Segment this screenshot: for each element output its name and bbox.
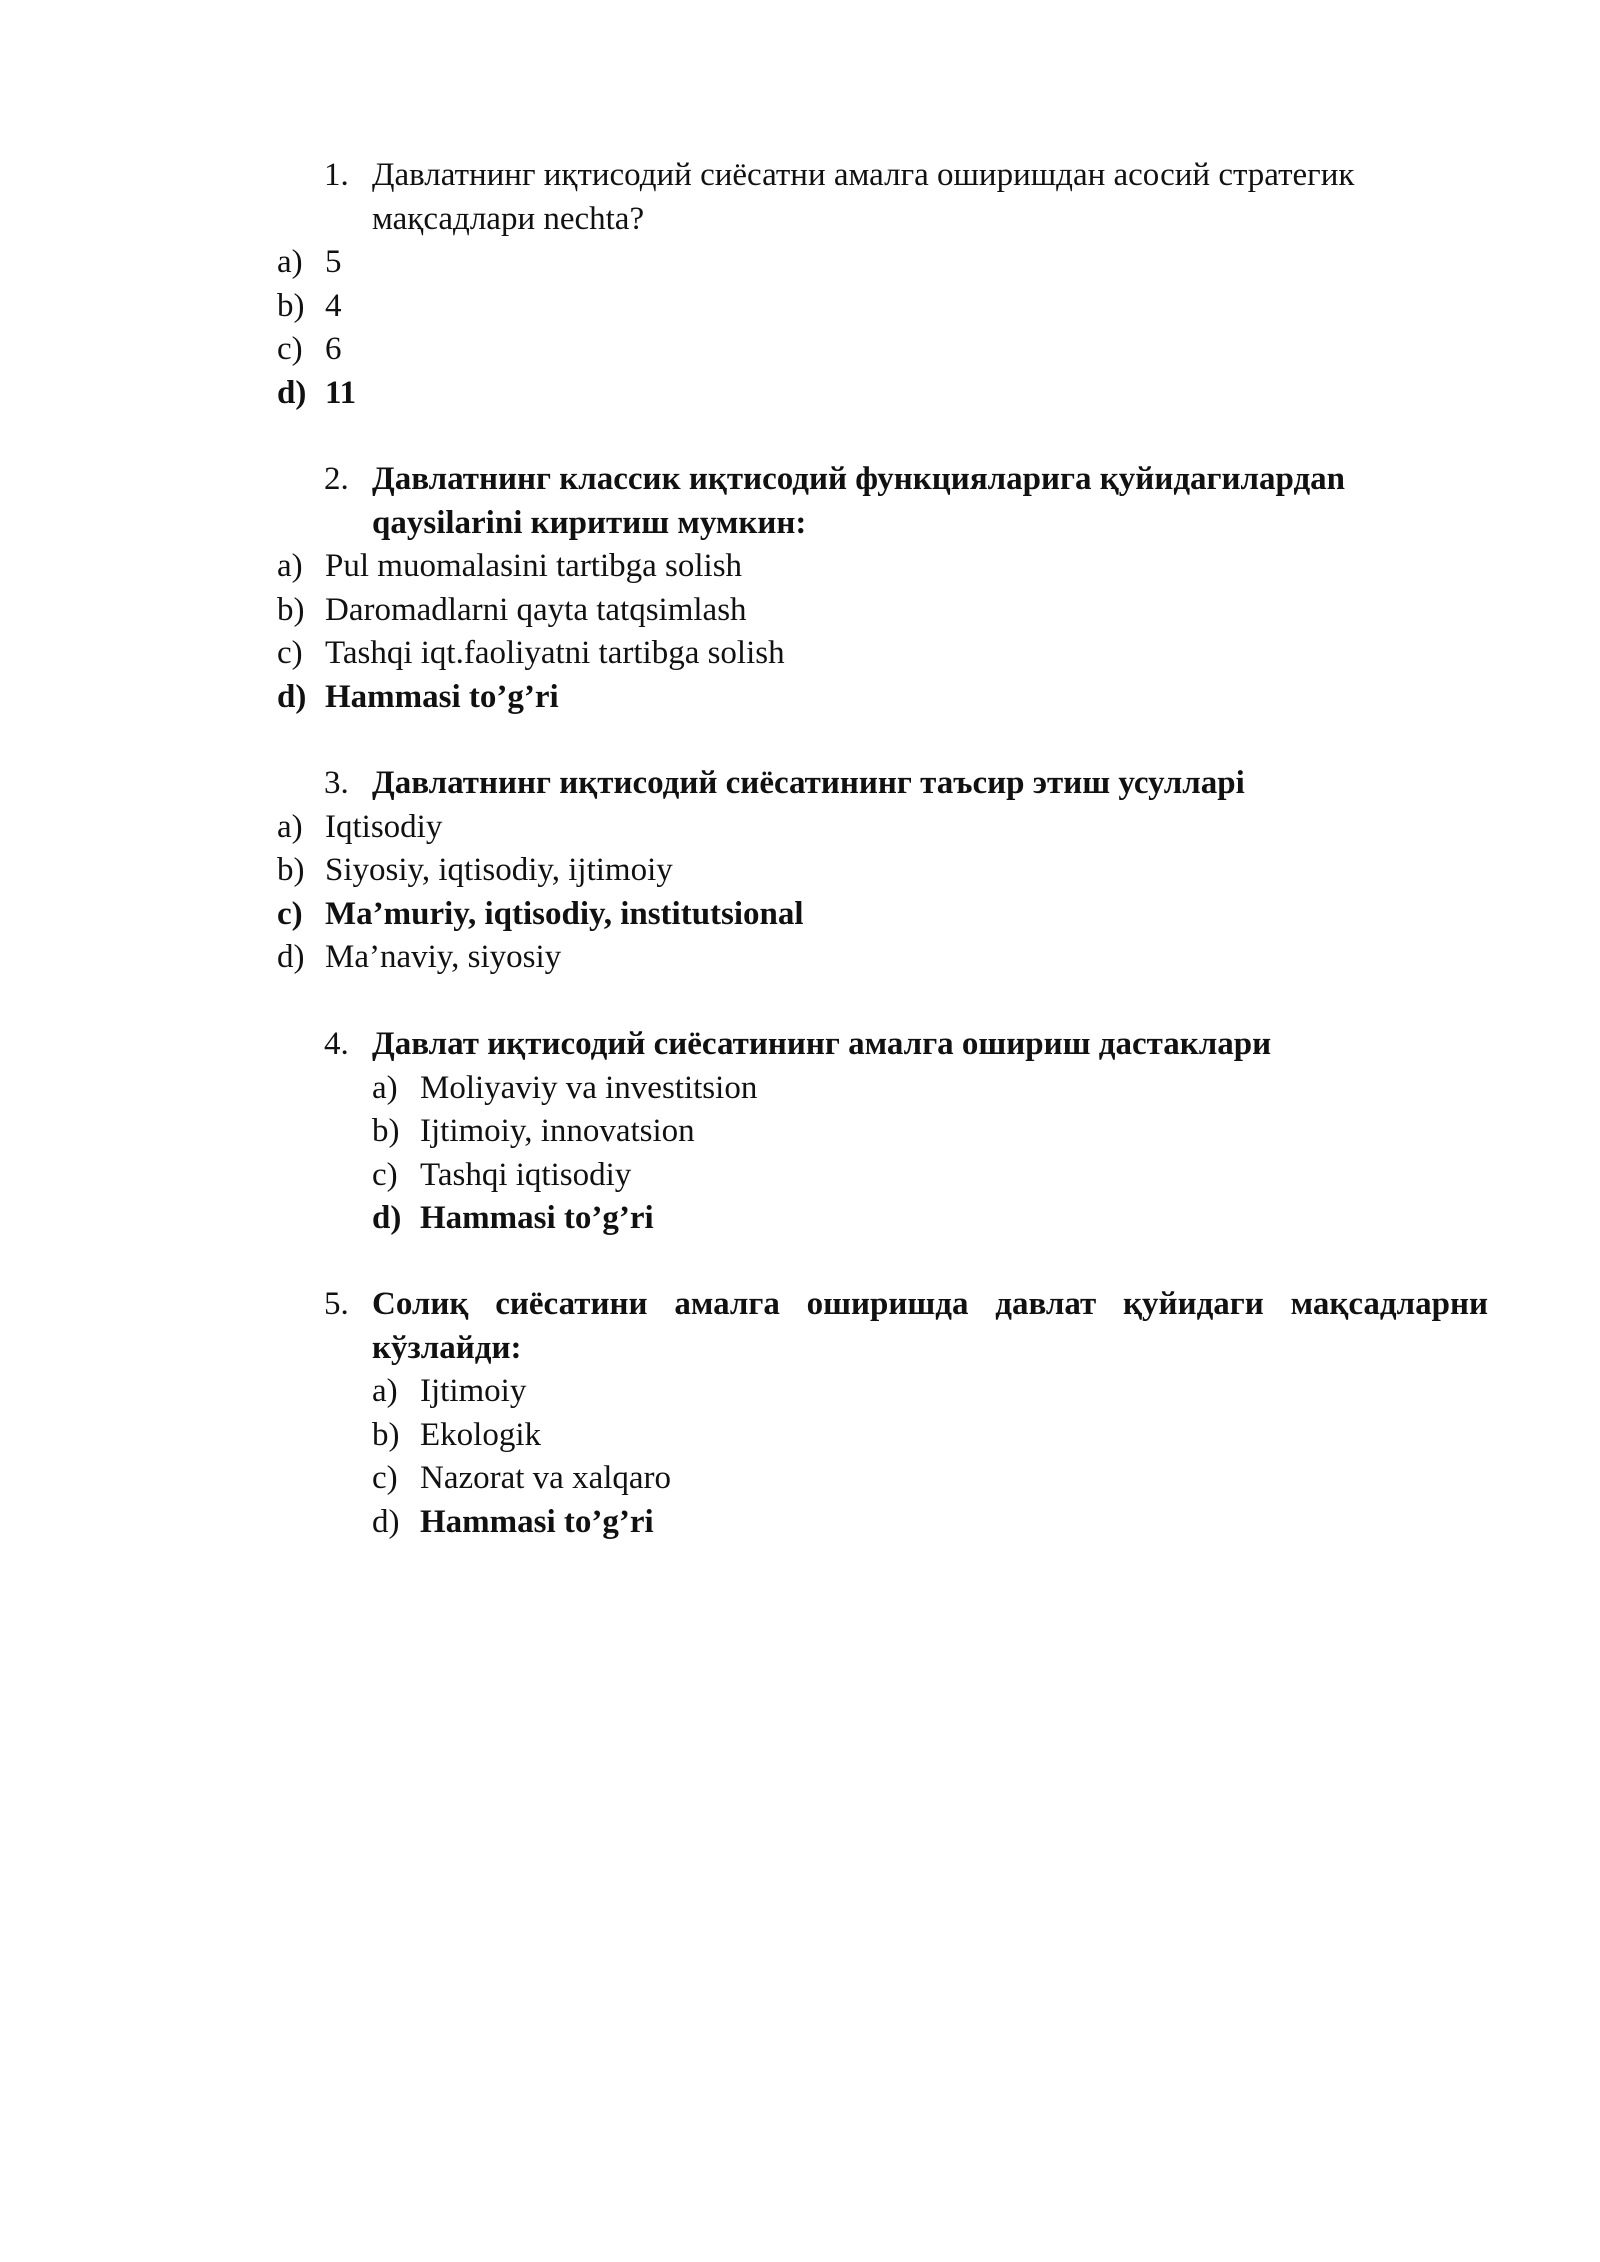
- option-text: Ijtimoiy: [420, 1373, 527, 1409]
- option-letter: b): [277, 852, 305, 888]
- option-text: Tashqi iqtisodiy: [420, 1156, 632, 1193]
- question-text: Давлатнинг иқтисодий сиёсатни амалга оширишдан асосий стратегик мақсадлари nechta?: [372, 157, 1355, 237]
- answer-option: [0, 545, 1600, 589]
- answer-option: [0, 1457, 1600, 1501]
- question-number: 3.: [324, 765, 349, 801]
- question-number: 4.: [324, 1026, 349, 1062]
- option-text: Ma’muriy, iqtisodiy, institutsional: [325, 895, 804, 932]
- option-text: Hammasi to’g’ri: [420, 1503, 654, 1540]
- answer-option: [0, 1414, 1600, 1458]
- question-1: [0, 154, 1600, 415]
- question-number: 1.: [324, 157, 349, 193]
- answer-option: [0, 589, 1600, 633]
- option-text: Ma’naviy, siyosiy: [325, 939, 562, 975]
- answer-option: [0, 1154, 1600, 1198]
- option-text: 11: [325, 374, 357, 411]
- option-letter: d): [277, 939, 305, 975]
- question-2: [0, 458, 1600, 719]
- option-text: Ijtimoiy, innovatsion: [420, 1113, 695, 1149]
- option-letter: d): [372, 1503, 400, 1540]
- answer-option: [0, 806, 1600, 850]
- option-letter: b): [277, 287, 305, 324]
- option-text: Hammasi to’g’ri: [325, 678, 559, 715]
- option-letter: d): [277, 678, 307, 715]
- answer-option: [0, 936, 1600, 980]
- option-text: Nazorat va xalqaro: [420, 1460, 672, 1496]
- question-number: 5.: [324, 1286, 349, 1322]
- question-text: Давлат иқтисодий сиёсатининг амалга ошириш дастаклари: [372, 1026, 1272, 1062]
- answer-option: [0, 1067, 1600, 1111]
- option-text: Moliyaviy va investitsion: [420, 1069, 758, 1106]
- option-letter: a): [372, 1069, 398, 1106]
- answer-option: [0, 328, 1600, 372]
- option-letter: a): [372, 1373, 398, 1409]
- option-letter: b): [372, 1113, 400, 1149]
- option-letter: b): [277, 591, 305, 628]
- option-text: Siyosiy, iqtisodiy, ijtimoiy: [325, 852, 673, 888]
- question-text: Давлатнинг иқтисодий сиёсатининг таъсир этиш усулларі: [372, 765, 1245, 801]
- option-text: Pul muomalasini tartibga solish: [325, 548, 743, 584]
- option-letter: b): [372, 1416, 400, 1453]
- option-text: 5: [325, 244, 342, 280]
- correct-answer-option: [0, 893, 1600, 937]
- correct-answer-option: [0, 1197, 1600, 1241]
- option-text: Iqtisodiy: [325, 808, 443, 845]
- option-text: Tashqi iqt.faoliyatni tartibga solish: [325, 635, 785, 671]
- correct-answer-option: [0, 372, 1600, 416]
- option-letter: c): [277, 635, 303, 671]
- option-letter: c): [277, 331, 303, 367]
- question-5: [0, 1283, 1600, 1544]
- option-letter: c): [372, 1156, 398, 1193]
- option-text: Hammasi to’g’ri: [420, 1200, 654, 1236]
- correct-answer-option: [0, 676, 1600, 720]
- option-letter: a): [277, 808, 303, 845]
- question-4: [0, 1023, 1600, 1241]
- answer-option: [0, 1110, 1600, 1154]
- answer-option: [0, 241, 1600, 285]
- option-letter: d): [277, 374, 307, 411]
- question-3: [0, 762, 1600, 980]
- question-number: 2.: [324, 461, 349, 497]
- option-letter: a): [277, 548, 303, 584]
- answer-option: [0, 1370, 1600, 1414]
- option-letter: c): [372, 1460, 398, 1496]
- option-text: Ekologik: [420, 1416, 541, 1453]
- question-text: Давлатнинг классик иқтисодий функцияларига қуйидагилардan qaysilarini киритиш мумкин:: [372, 461, 1346, 541]
- option-letter: a): [277, 244, 303, 280]
- option-text: 6: [325, 331, 342, 367]
- answer-option: [0, 632, 1600, 676]
- option-letter: c): [277, 895, 303, 932]
- option-text: 4: [325, 287, 342, 324]
- option-text: Daromadlarni qayta tatqsimlash: [325, 591, 747, 628]
- answer-option: [0, 285, 1600, 329]
- correct-answer-option: [0, 1501, 1600, 1545]
- question-text: Солиқ сиёсатини амалга оширишда давлат қуйидаги мақсадларни кўзлайди:: [372, 1286, 1488, 1366]
- option-letter: d): [372, 1200, 402, 1236]
- answer-option: [0, 849, 1600, 893]
